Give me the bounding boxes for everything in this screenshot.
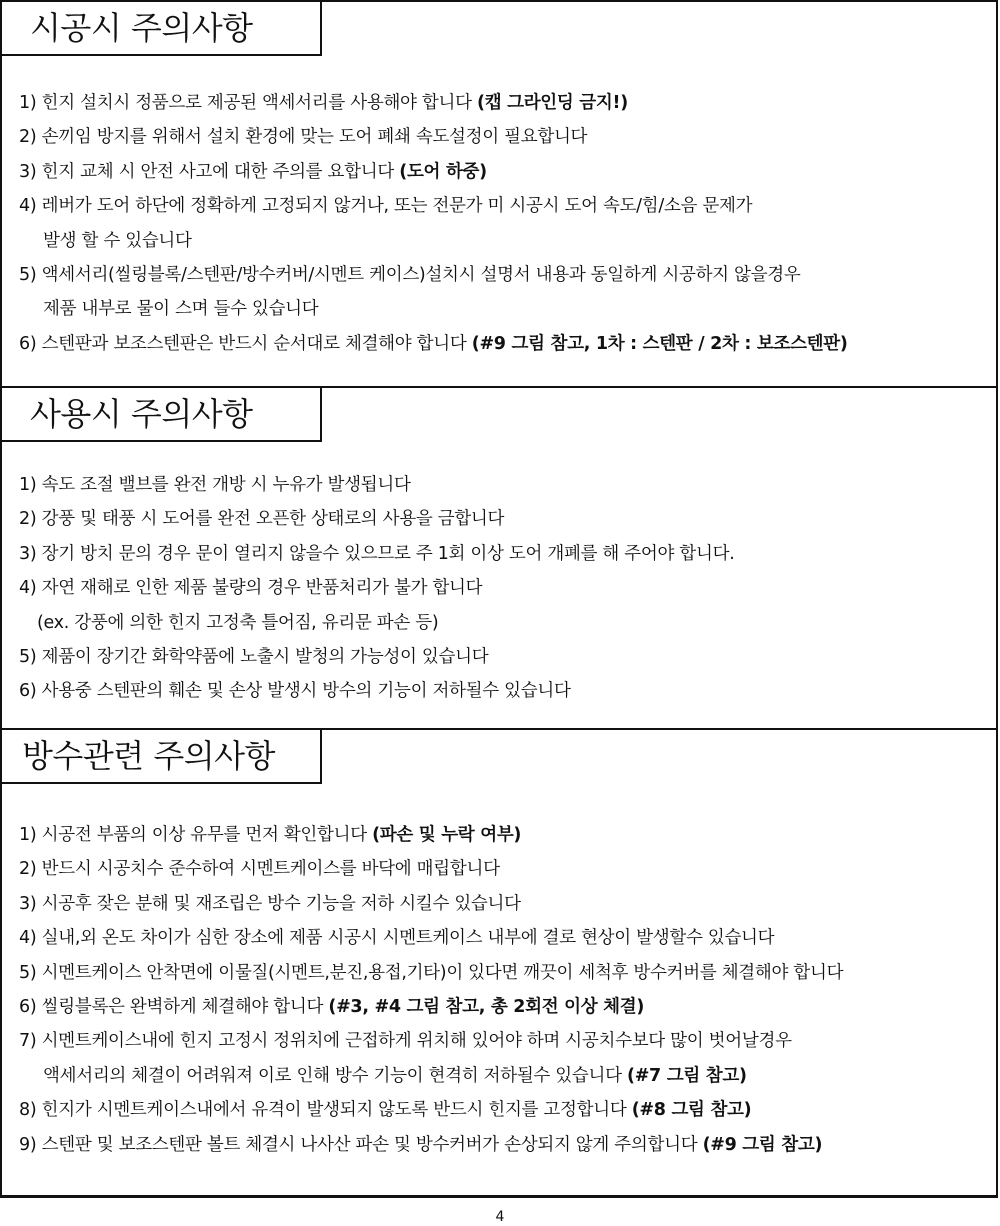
section-installation-cautions (0, 0, 998, 388)
list-item: 5) 액세서리(씰링블록/스텐판/방수커버/시멘트 케이스)설치시 설명서 내용과 동일하게 시공하지 않을경우 제품 내부로 물이 스며 들수 있습니다 (2, 258, 996, 327)
list-item: 6) 사용중 스텐판의 훼손 및 손상 발생시 방수의 기능이 저하될수 있습니다 (19, 681, 571, 702)
list-item-continuation: (ex. 강풍에 의한 힌지 고정축 틀어짐, 유리문 파손 등) (37, 612, 439, 633)
list-item: 4) 자연 재해로 인한 제품 불량의 경우 반품처리가 불가 합니다 (ex. 강풍에 의한 힌지 고정축 틀어짐, 유리문 파손 등) (2, 571, 996, 640)
list-item: 4) 실내,외 온도 차이가 심한 장소에 제품 시공시 시멘트케이스 내부에 결로 현상이 발생할수 있습니다 (19, 928, 775, 949)
list-item: 1) 속도 조절 밸브를 완전 개방 시 누유가 발생됩니다 (19, 475, 411, 495)
section-title: 사용시 주의사항 (2, 388, 322, 442)
list-item-continuation: 액세서리의 체결이 어려워져 이로 인해 방수 기능이 현격히 저하될수 있습니다 (#7 그림 참고) (43, 1065, 747, 1086)
list-item: 5) 제품이 장기간 화학약품에 노출시 발청의 가능성이 있습니다 (19, 647, 489, 668)
list-item: 1) 시공전 부품의 이상 유무를 먼저 확인합니다 (파손 및 누락 여부) (19, 825, 522, 845)
section-title: 시공시 주의사항 (2, 2, 322, 56)
list-item: 3) 힌지 교체 시 안전 사고에 대한 주의를 요합니다 (도어 하중) (19, 161, 487, 182)
list-item: 8) 힌지가 시멘트케이스내에서 유격이 발생되지 않도록 반드시 힌지를 고정합니다 (#8 그림 참고) (19, 1100, 752, 1121)
list-item-continuation: 제품 내부로 물이 스며 들수 있습니다 (43, 299, 319, 320)
caution-list (2, 468, 996, 709)
list-item: 9) 스텐판 및 보조스텐판 볼트 체결시 나사산 파손 및 방수커버가 손상되지 않게 주의합니다 (#9 그림 참고) (19, 1134, 823, 1155)
list-item: 2) 반드시 시공치수 준수하여 시멘트케이스를 바닥에 매립합니다 (19, 859, 500, 880)
list-item: 7) 시멘트케이스내에 힌지 고정시 정위치에 근접하게 위치해 있어야 하며 시공치수보다 많이 벗어날경우 액세서리의 체결이 어려워져 이로 인해 방수 기능이 현격히 저하될수 있습니다 (#7 그림 참고) (2, 1024, 996, 1093)
section-title: 방수관련 주의사항 (2, 730, 322, 784)
list-item: 2) 손끼임 방지를 위해서 설치 환경에 맞는 도어 폐쇄 속도설정이 필요합니다 (19, 127, 588, 148)
list-item: 6) 씰링블록은 완벽하게 체결해야 합니다 (#3, #4 그림 참고, 총 2회전 이상 체결) (19, 997, 645, 1018)
page-number: 4 (495, 1209, 505, 1225)
list-item: 6) 스텐판과 보조스텐판은 반드시 순서대로 체결해야 합니다 (#9 그림 참고, 1차 : 스텐판 / 2차 : 보조스텐판) (19, 333, 848, 354)
caution-list (2, 818, 996, 1162)
list-item: 4) 레버가 도어 하단에 정확하게 고정되지 않거나, 또는 전문가 미 시공시 도어 속도/힘/소음 문제가 발생 할 수 있습니다 (2, 189, 996, 258)
section-usage-cautions (0, 386, 998, 730)
section-waterproof-cautions (0, 728, 998, 1198)
list-item-continuation: 발생 할 수 있습니다 (43, 230, 192, 251)
list-item: 2) 강풍 및 태풍 시 도어를 완전 오픈한 상태로의 사용을 금합니다 (19, 509, 505, 530)
list-item: 5) 시멘트케이스 안착면에 이물질(시멘트,분진,용접,기타)이 있다면 깨끗이 세척후 방수커버를 체결해야 합니다 (19, 962, 844, 983)
list-item: 3) 시공후 잦은 분해 및 재조립은 방수 기능을 저하 시킬수 있습니다 (19, 893, 521, 914)
list-item: 1) 힌지 설치시 정품으로 제공된 액세서리를 사용해야 합니다 (캡 그라인딩 금지!) (19, 93, 628, 113)
caution-list (2, 86, 996, 361)
list-item: 3) 장기 방치 문의 경우 문이 열리지 않을수 있으므로 주 1회 이상 도어 개폐를 해 주어야 합니다. (19, 543, 735, 564)
